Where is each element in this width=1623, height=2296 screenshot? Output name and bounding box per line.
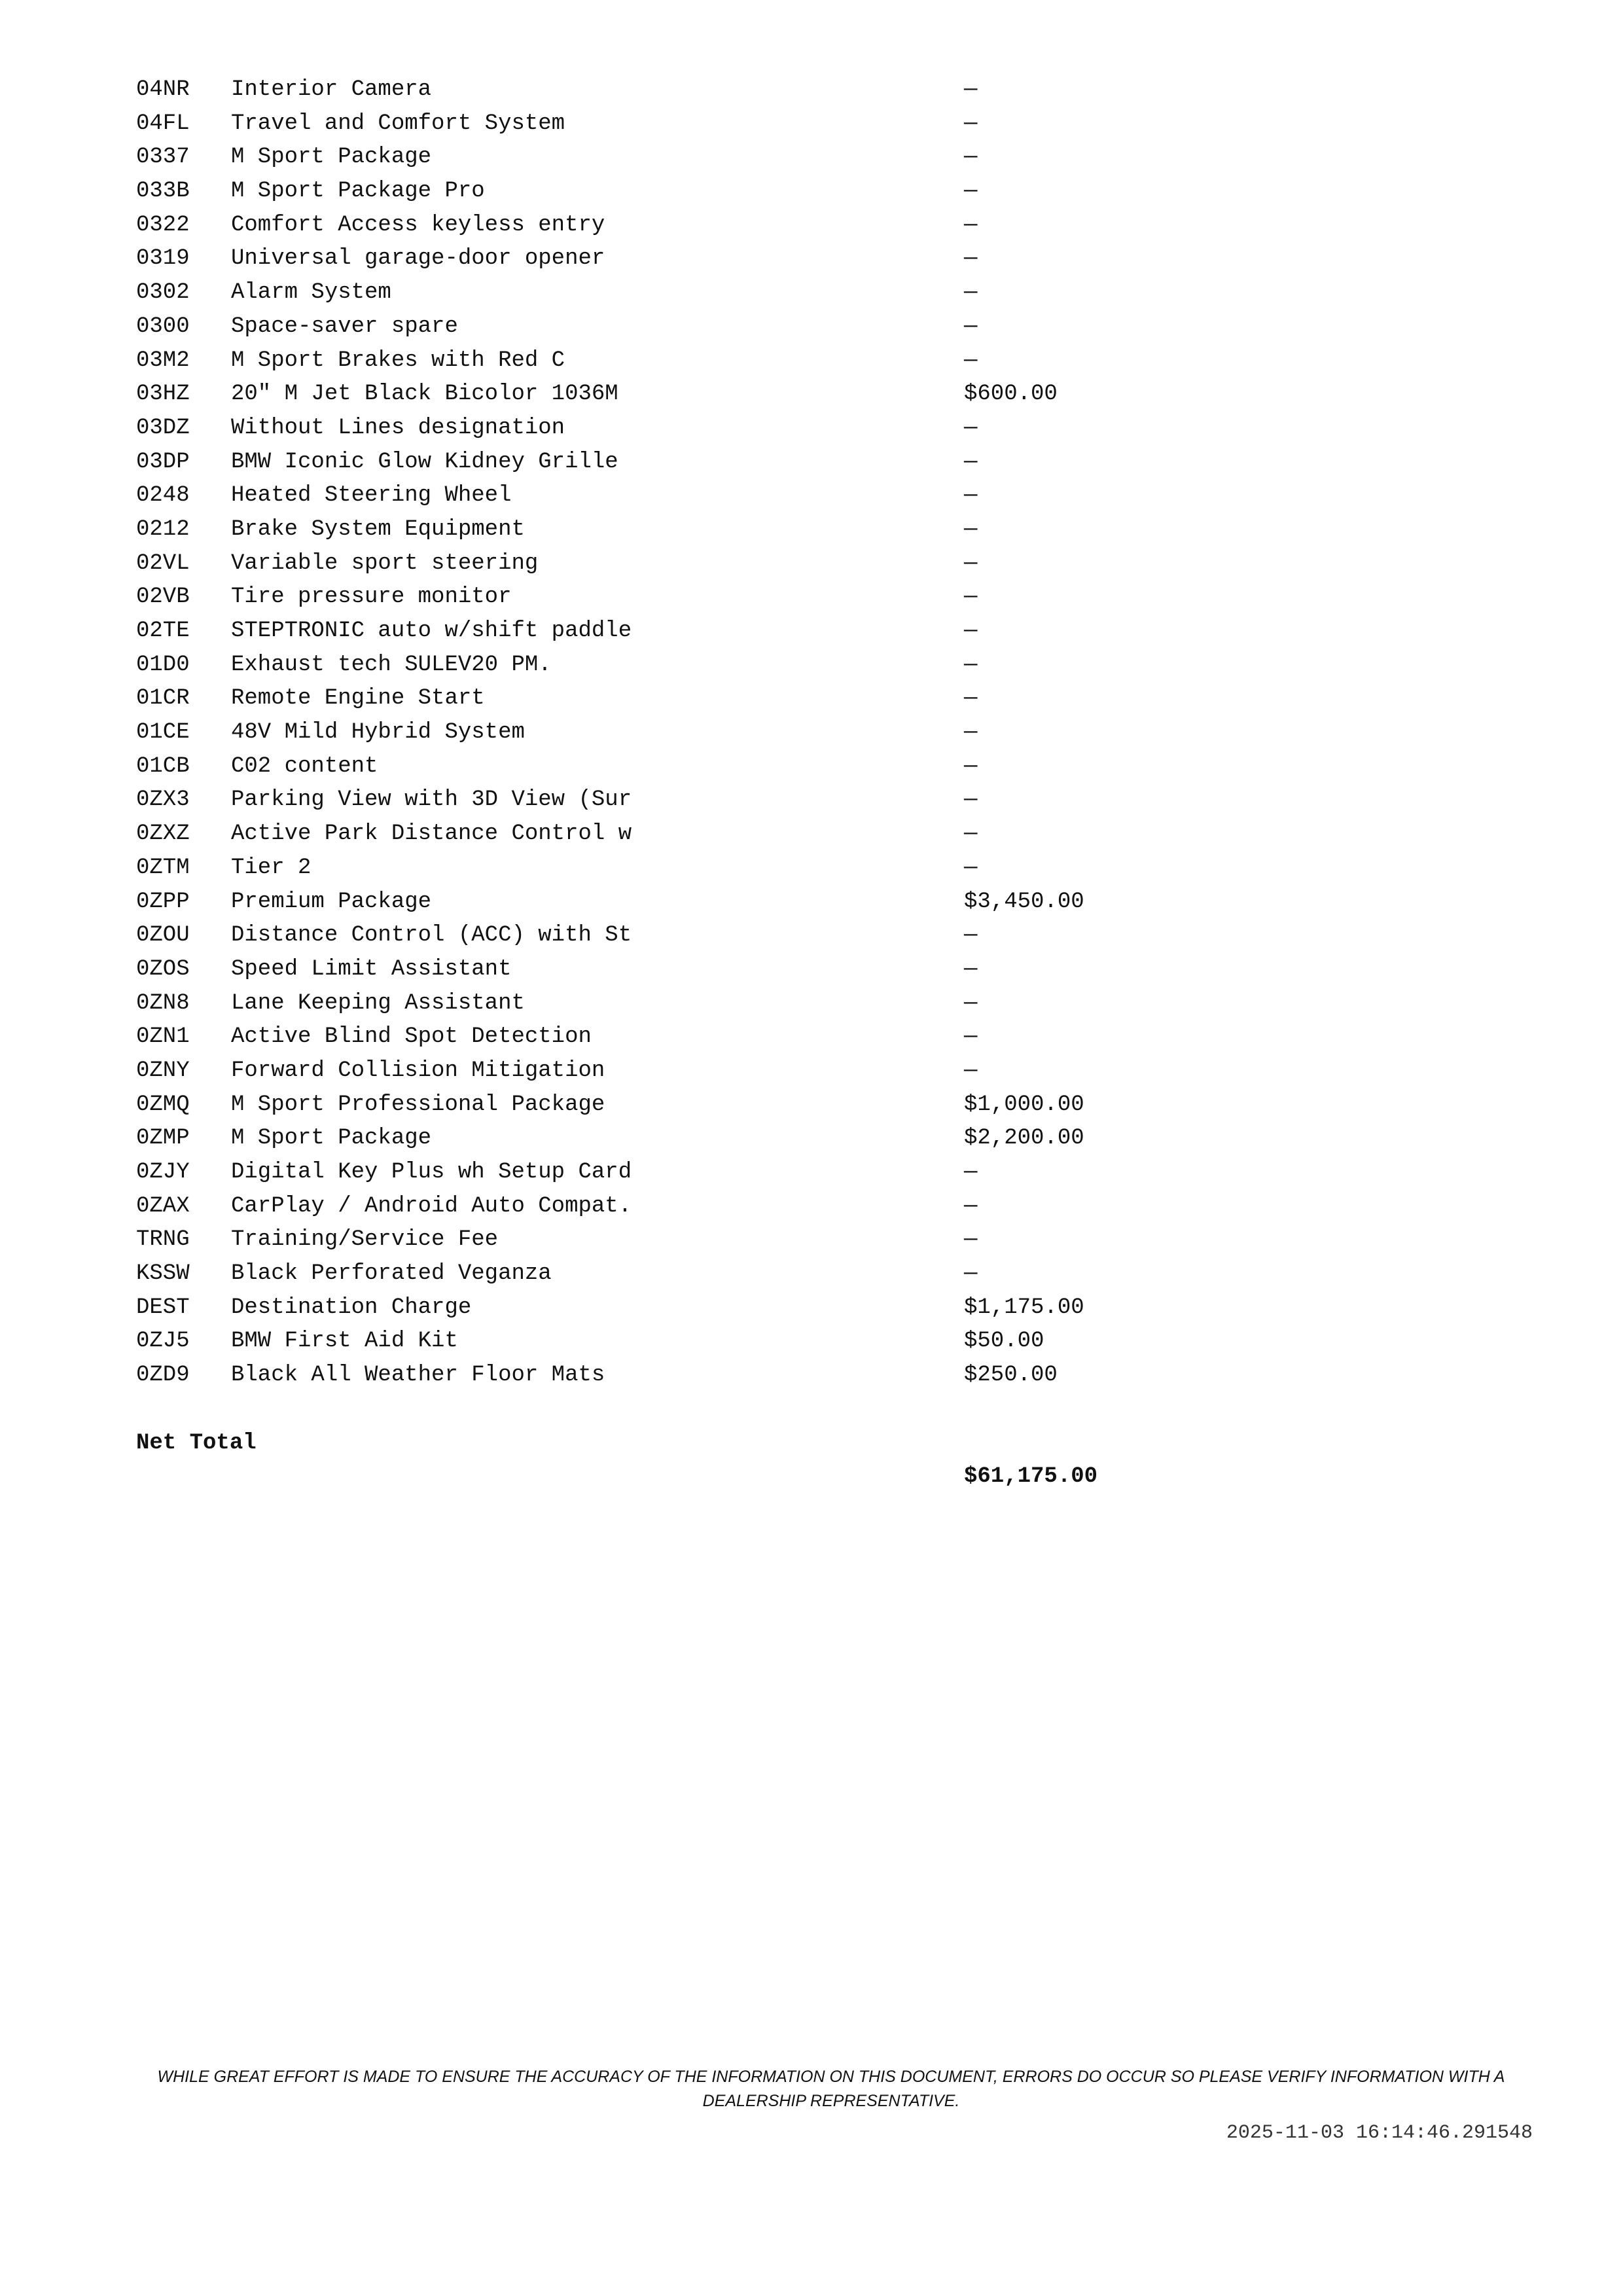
option-price: —	[964, 619, 978, 643]
option-price: —	[964, 1261, 978, 1287]
option-code: 0ZX3	[136, 787, 190, 813]
option-description: CarPlay / Android Auto Compat.	[231, 1193, 632, 1219]
option-code: 0248	[136, 483, 190, 509]
option-code: 01CB	[136, 753, 190, 779]
option-description: Lane Keeping Assistant	[231, 990, 525, 1016]
option-description: Alarm System	[231, 280, 391, 306]
option-price: —	[964, 1227, 978, 1253]
option-price: —	[964, 212, 978, 238]
option-code: 0ZOU	[136, 923, 190, 948]
option-row	[136, 682, 1183, 716]
option-description: Comfort Access keyless entry	[231, 212, 605, 238]
option-price: —	[964, 314, 978, 339]
option-code: 01CR	[136, 686, 190, 711]
option-row	[136, 209, 1183, 243]
option-price: —	[964, 179, 978, 204]
option-price: $600.00	[964, 382, 1058, 407]
option-code: 0319	[136, 246, 190, 272]
option-code: 0300	[136, 314, 190, 339]
option-price: $50.00	[964, 1329, 1044, 1354]
option-price: —	[964, 584, 978, 610]
option-row	[136, 1190, 1183, 1224]
option-code: 0212	[136, 516, 190, 542]
option-code: 0ZD9	[136, 1363, 190, 1388]
option-description: M Sport Package	[231, 145, 432, 170]
option-description: Tire pressure monitor	[231, 584, 512, 610]
option-price: —	[964, 990, 978, 1016]
option-description: Active Park Distance Control w	[231, 821, 632, 847]
option-price: —	[964, 415, 978, 440]
option-description: Parking View with 3D View (Sur	[231, 787, 632, 813]
option-price: —	[964, 956, 978, 982]
option-code: 03DP	[136, 449, 190, 475]
option-row	[136, 886, 1183, 920]
option-description: 20" M Jet Black Bicolor 1036M	[231, 382, 618, 407]
option-description: BMW First Aid Kit	[231, 1329, 458, 1354]
option-price: —	[964, 1193, 978, 1219]
option-code: 0ZAX	[136, 1193, 190, 1219]
option-description: M Sport Package Pro	[231, 179, 485, 204]
option-description: M Sport Professional Package	[231, 1092, 605, 1117]
option-code: 0322	[136, 212, 190, 238]
option-price: —	[964, 720, 978, 745]
option-price: —	[964, 855, 978, 880]
option-code: 0ZMQ	[136, 1092, 190, 1117]
option-row	[136, 378, 1183, 412]
option-code: 0302	[136, 280, 190, 306]
option-row	[136, 581, 1183, 615]
option-row	[136, 953, 1183, 987]
option-description: Space-saver spare	[231, 314, 458, 339]
option-row	[136, 716, 1183, 750]
option-row	[136, 276, 1183, 310]
option-price: —	[964, 923, 978, 948]
option-row	[136, 750, 1183, 784]
option-code: 0ZTM	[136, 855, 190, 880]
option-price: $3,450.00	[964, 889, 1084, 914]
net-total-label: Net Total	[136, 1430, 257, 1456]
option-row	[136, 547, 1183, 581]
option-code: 02TE	[136, 619, 190, 643]
option-description: 48V Mild Hybrid System	[231, 720, 525, 745]
option-row	[136, 817, 1183, 852]
option-price: —	[964, 1058, 978, 1083]
option-description: Active Blind Spot Detection	[231, 1024, 592, 1050]
option-code: KSSW	[136, 1261, 190, 1287]
option-price: —	[964, 483, 978, 509]
option-price: $1,175.00	[964, 1295, 1084, 1320]
option-code: 03HZ	[136, 382, 190, 407]
option-row	[136, 852, 1183, 886]
option-description: Brake System Equipment	[231, 516, 525, 542]
option-description: BMW Iconic Glow Kidney Grille	[231, 449, 618, 475]
option-price: —	[964, 449, 978, 475]
option-price: —	[964, 145, 978, 170]
option-description: Interior Camera	[231, 77, 432, 102]
option-description: Black All Weather Floor Mats	[231, 1363, 605, 1388]
option-description: C02 content	[231, 753, 378, 779]
option-price: —	[964, 550, 978, 576]
option-row	[136, 1223, 1183, 1257]
option-row	[136, 513, 1183, 547]
option-code: 0337	[136, 145, 190, 170]
option-row	[136, 649, 1183, 683]
option-description: Training/Service Fee	[231, 1227, 499, 1253]
option-row	[136, 1359, 1183, 1393]
option-row	[136, 615, 1183, 649]
option-description: M Sport Brakes with Red C	[231, 348, 565, 373]
option-code: DEST	[136, 1295, 190, 1320]
option-row	[136, 1257, 1183, 1291]
disclaimer-text: WHILE GREAT EFFORT IS MADE TO ENSURE THE ACCURACY OF THE INFORMATION ON THIS DOCUMENT, ERRORS DO OCCUR SO PLEASE VERIFY INFORMATION WITH A DEALERSHIP REPRESENTATIVE.	[157, 2068, 1505, 2110]
option-price: —	[964, 686, 978, 711]
option-description: Without Lines designation	[231, 415, 565, 440]
option-row	[136, 1325, 1183, 1359]
option-description: Distance Control (ACC) with St	[231, 923, 632, 948]
option-row	[136, 242, 1183, 276]
option-code: 0ZNY	[136, 1058, 190, 1083]
option-description: Speed Limit Assistant	[231, 956, 512, 982]
option-row	[136, 987, 1183, 1021]
net-total-row	[136, 1393, 1183, 1490]
option-row	[136, 446, 1183, 480]
option-description: Forward Collision Mitigation	[231, 1058, 605, 1083]
option-row	[136, 141, 1183, 175]
option-code: 0ZMP	[136, 1126, 190, 1151]
option-row	[136, 412, 1183, 446]
option-row	[136, 1020, 1183, 1054]
option-code: 02VL	[136, 550, 190, 576]
option-code: 0ZPP	[136, 889, 190, 914]
option-code: 02VB	[136, 584, 190, 610]
option-price: —	[964, 821, 978, 847]
option-code: 03DZ	[136, 415, 190, 440]
option-code: 033B	[136, 179, 190, 204]
option-row	[136, 344, 1183, 378]
option-row	[136, 919, 1183, 953]
option-price: —	[964, 246, 978, 272]
option-row	[136, 479, 1183, 513]
option-price: —	[964, 111, 978, 136]
option-code: 01CE	[136, 720, 190, 745]
option-description: STEPTRONIC auto w/shift paddle	[231, 619, 632, 643]
option-description: Digital Key Plus wh Setup Card	[231, 1160, 632, 1185]
option-description: M Sport Package	[231, 1126, 432, 1151]
option-row	[136, 783, 1183, 817]
option-price: —	[964, 280, 978, 306]
option-description: Tier 2	[231, 855, 312, 880]
option-price: $250.00	[964, 1363, 1058, 1388]
option-code: 0ZOS	[136, 956, 190, 982]
option-code: 0ZXZ	[136, 821, 190, 847]
print-timestamp: 2025-11-03 16:14:46.291548	[1226, 2122, 1533, 2144]
option-price: —	[964, 652, 978, 677]
option-price: —	[964, 516, 978, 542]
option-description: Travel and Comfort System	[231, 111, 565, 136]
option-row	[136, 175, 1183, 209]
option-row	[136, 107, 1183, 141]
option-code: 0ZJY	[136, 1160, 190, 1185]
option-code: 01D0	[136, 652, 190, 677]
option-code: 0ZN1	[136, 1024, 190, 1050]
option-description: Exhaust tech SULEV20 PM.	[231, 652, 552, 677]
option-row	[136, 1291, 1183, 1325]
option-description: Remote Engine Start	[231, 686, 485, 711]
option-price: —	[964, 1024, 978, 1050]
option-code: 0ZN8	[136, 990, 190, 1016]
option-price: —	[964, 348, 978, 373]
option-code: TRNG	[136, 1227, 190, 1253]
option-code: 04NR	[136, 77, 190, 102]
option-row	[136, 1054, 1183, 1088]
net-total-value: $61,175.00	[964, 1464, 1098, 1490]
option-description: Premium Package	[231, 889, 432, 914]
option-price: —	[964, 787, 978, 813]
option-row	[136, 1122, 1183, 1156]
option-description: Heated Steering Wheel	[231, 483, 512, 509]
option-row	[136, 73, 1183, 107]
option-code: 0ZJ5	[136, 1329, 190, 1354]
option-row	[136, 310, 1183, 344]
option-code: 03M2	[136, 348, 190, 373]
option-price: —	[964, 77, 978, 102]
option-price: —	[964, 753, 978, 779]
option-description: Black Perforated Veganza	[231, 1261, 552, 1287]
option-row	[136, 1088, 1183, 1122]
option-price: $1,000.00	[964, 1092, 1084, 1117]
option-price: —	[964, 1160, 978, 1185]
option-description: Universal garage-door opener	[231, 246, 605, 272]
options-list	[136, 73, 1183, 1490]
option-description: Variable sport steering	[231, 550, 539, 576]
option-price: $2,200.00	[964, 1126, 1084, 1151]
option-code: 04FL	[136, 111, 190, 136]
option-description: Destination Charge	[231, 1295, 472, 1320]
option-row	[136, 1156, 1183, 1190]
